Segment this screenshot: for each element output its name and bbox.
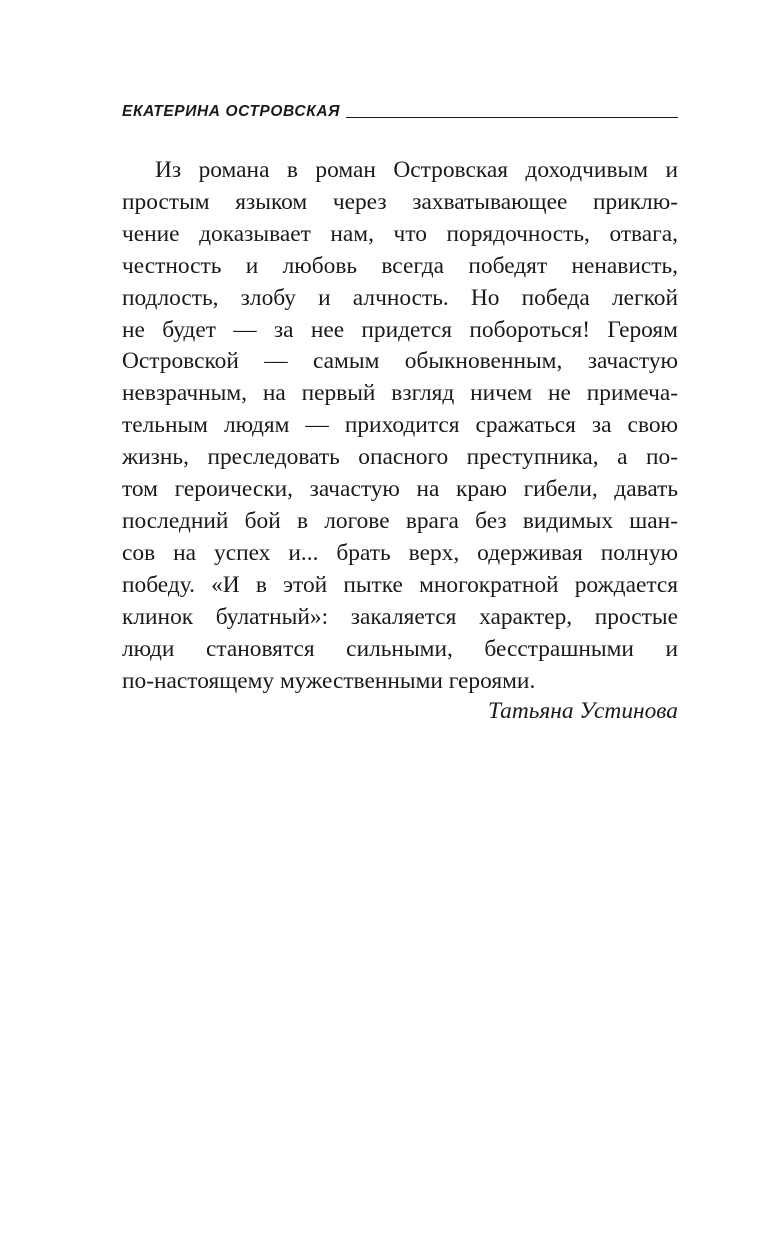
text-line: последний бой в логове врага без видимых шан- (122, 507, 678, 534)
text-line: не будет — за нее придется побороться! Героям (122, 316, 678, 343)
text-line: чение доказывает нам, что порядочность, отвага, (122, 220, 678, 247)
text-line: том героически, зачастую на краю гибели, давать (122, 476, 678, 503)
signature-author: Татьяна Устинова (487, 698, 678, 724)
text-line: Островской — самым обыкновенным, зачастую (122, 348, 678, 375)
text-line: честность и любовь всегда победят ненависть, (122, 252, 678, 279)
text-line: простым языком через захватывающее приклю- (122, 188, 678, 215)
running-head (122, 102, 678, 122)
running-head-title: ЕКАТЕРИНА ОСТРОВСКАЯ (122, 103, 341, 120)
text-line: по-настоящему мужественными героями. (122, 667, 536, 694)
body-paragraph (122, 155, 678, 697)
text-line: сов на успех и... брать верх, одерживая полную (122, 539, 678, 566)
text-line: победу. «И в этой пытке многократной рождается (122, 571, 678, 598)
text-line: жизнь, преследовать опасного преступника, а по- (122, 444, 678, 471)
text-line: тельным людям — приходится сражаться за свою (122, 412, 678, 439)
text-line: Из романа в роман Островская доходчивым и (155, 157, 678, 183)
text-line: подлость, злобу и алчность. Но победа легкой (122, 284, 678, 311)
text-line: невзрачным, на первый взгляд ничем не примеча- (122, 380, 678, 407)
text-line: люди становятся сильными, бесстрашными и (122, 635, 678, 662)
text-line: клинок булатный»: закаляется характер, простые (122, 603, 678, 630)
running-head-rule (346, 117, 678, 118)
